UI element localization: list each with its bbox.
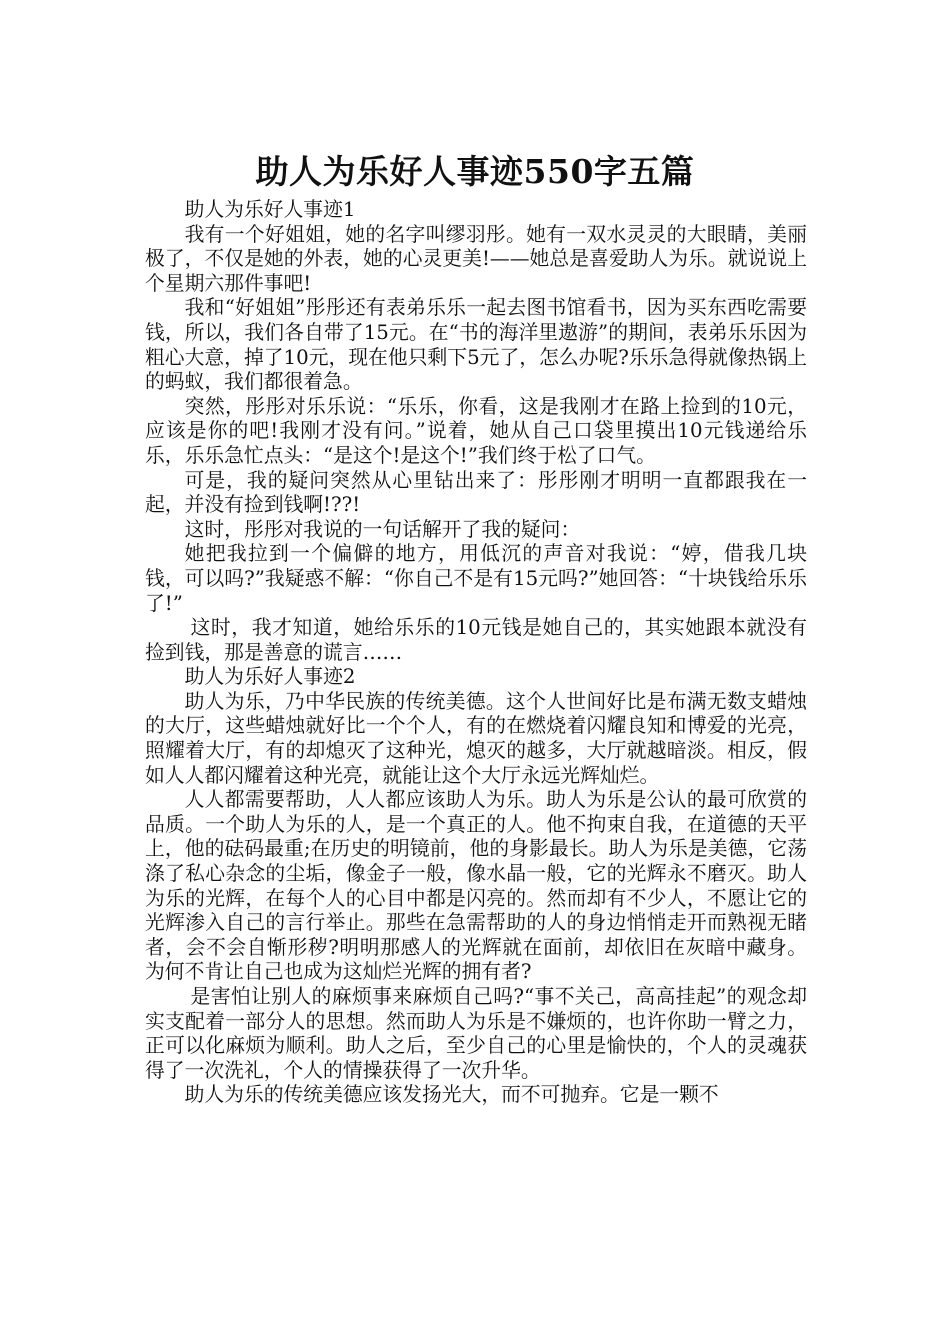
paragraph: 是害怕让别人的麻烦事来麻烦自己吗?“事不关己，高高挂起”的观念却实支配着一部分人的思想。然而助人为乐是不嫌烦的，也许你助一臂之力，正可以化麻烦为顺利。助人之后，至少自己的心里是愉快的，个人的灵魂获得了一次洗礼，个人的情操获得了一次升华。 xyxy=(145,985,807,1082)
section-heading-2: 助人为乐好人事迹2 xyxy=(184,665,356,689)
document-title: 助人为乐好人事迹550字五篇 xyxy=(255,152,695,192)
paragraph: 助人为乐，乃中华民族的传统美德。这个人世间好比是布满无数支蜡烛的大厅，这些蜡烛就好比一个个人，有的在燃烧着闪耀良知和博爱的光亮，照耀着大厅，有的却熄灭了这种光，熄灭的越多，大厅就越暗淡。相反，假如人人都闪耀着这种光亮，就能让这个大厅永远光辉灿烂。 xyxy=(145,689,807,787)
paragraph: 她把我拉到一个偏僻的地方，用低沉的声音对我说：“婷，借我几块钱，可以吗?”我疑惑不解：“你自己不是有15元吗?”她回答：“十块钱给乐乐了!” xyxy=(145,542,807,615)
paragraph: 突然，彤彤对乐乐说：“乐乐，你看，这是我刚才在路上捡到的10元，应该是你的吧!我刚才没有问。”说着，她从自己口袋里摸出10元钱递给乐乐，乐乐急忙点头：“是这个!是这个!”我们终于松了口气。 xyxy=(145,394,807,467)
paragraph: 这时，彤彤对我说的一句话解开了我的疑问： xyxy=(184,517,581,541)
paragraph: 我有一个好姐姐，她的名字叫缪羽彤。她有一双水灵灵的大眼睛，美丽极了，不仅是她的外表，她的心灵更美!——她总是喜爱助人为乐。就说说上个星期六那件事吧! xyxy=(145,222,807,295)
paragraph: 我和“好姐姐”彤彤还有表弟乐乐一起去图书馆看书，因为买东西吃需要钱，所以，我们各自带了15元。在“书的海洋里遨游”的期间，表弟乐乐因为粗心大意，掉了10元，现在他只剩下5元了，怎么办呢?乐乐急得就像热锅上的蚂蚁，我们都很着急。 xyxy=(145,296,807,394)
document-body xyxy=(145,198,807,1108)
paragraph: 人人都需要帮助，人人都应该助人为乐。助人为乐是公认的最可欣赏的品质。一个助人为乐的人，是一个真正的人。他不拘束自我，在道德的天平上，他的砝码最重;在历史的明镜前，他的身影最长。助人为乐是美德，它荡涤了私心杂念的尘垢，像金子一般，像水晶一般，它的光辉永不磨灭。助人为乐的光辉，在每个人的心目中都是闪亮的。然而却有不少人，不愿让它的光辉渗入自己的言行举止。那些在急需帮助的人的身边悄悄走开而熟视无睹者，会不会自惭形秽?明明那感人的光辉就在面前，却依旧在灰暗中藏身。为何不肯让自己也成为这灿烂光辉的拥有者? xyxy=(145,788,807,984)
paragraph: 助人为乐的传统美德应该发扬光大，而不可抛弃。它是一颗不 xyxy=(184,1083,719,1107)
section-heading-1: 助人为乐好人事迹1 xyxy=(184,198,356,221)
paragraph: 这时，我才知道，她给乐乐的10元钱是她自己的，其实她跟本就没有捡到钱，那是善意的谎言…… xyxy=(145,616,807,664)
paragraph: 可是，我的疑问突然从心里钻出来了：彤彤刚才明明一直都跟我在一起，并没有捡到钱啊!??! xyxy=(145,468,807,517)
